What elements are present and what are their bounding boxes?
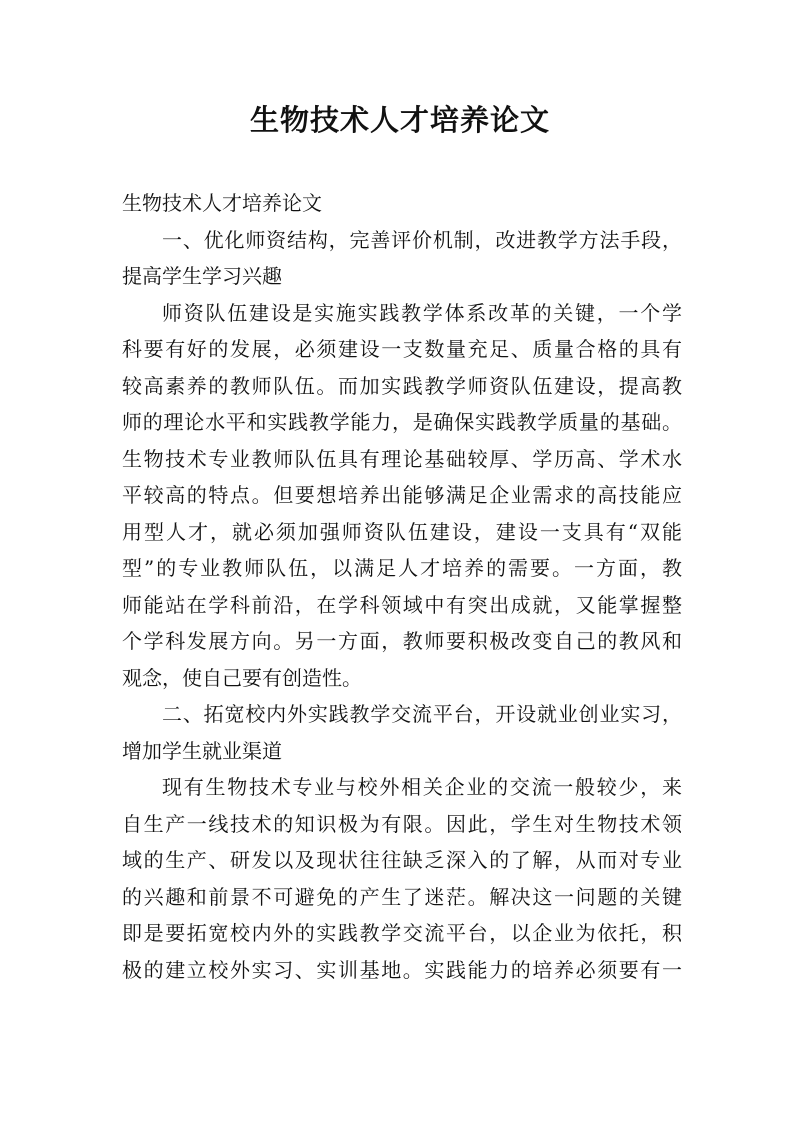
paragraph-line: 生物技术专业教师队伍具有理论基础较厚、学历高、学术水 (122, 446, 682, 471)
heading-line: 二、拓宽校内外实践教学交流平台，开设就业创业实习， (162, 702, 682, 726)
heading-line: 一、优化师资结构，完善评价机制，改进教学方法手段， (162, 227, 682, 252)
document-title: 生物技术人才培养论文 (249, 103, 550, 137)
paragraph-line: 用型人才，就必须加强师资队伍建设，建设一支具有“双能 (122, 519, 682, 544)
section-heading (122, 222, 682, 295)
paragraph-line: 科要有好的发展，必须建设一支数量充足、质量合格的具有 (122, 337, 682, 361)
document-body (122, 185, 682, 988)
paragraph-line: 师的理论水平和实践教学能力，是确保实践教学质量的基础。 (122, 410, 682, 434)
paragraph-line: 现有生物技术专业与校外相关企业的交流一般较少，来 (162, 775, 682, 799)
heading-line: 增加学生就业渠道 (122, 738, 282, 763)
paragraph (122, 769, 682, 988)
section-heading (122, 696, 682, 769)
paragraph-line: 观念，使自己要有创造性。 (122, 665, 362, 690)
paragraph (122, 295, 682, 697)
paragraph-line: 师资队伍建设是实施实践教学体系改革的关键，一个学 (162, 300, 682, 325)
paragraph-line: 平较高的特点。但要想培养出能够满足企业需求的高技能应 (122, 483, 682, 507)
paragraph-line: 的兴趣和前景不可避免的产生了迷茫。解决这一问题的关键 (122, 884, 682, 909)
paragraph-line: 个学科发展方向。另一方面，教师要积极改变自己的教风和 (122, 629, 682, 653)
paragraph-line: 自生产一线技术的知识极为有限。因此，学生对生物技术领 (122, 811, 682, 836)
paragraph-line: 即是要拓宽校内外的实践教学交流平台，以企业为依托，积 (122, 921, 682, 945)
paragraph-line: 极的建立校外实习、实训基地。实践能力的培养必须要有一 (122, 957, 682, 982)
paragraph-line: 较高素养的教师队伍。而加实践教学师资队伍建设，提高教 (122, 373, 682, 398)
paragraph-line: 师能站在学科前沿，在学科领域中有突出成就，又能掌握整 (122, 592, 682, 617)
paragraph-line: 域的生产、研发以及现状往往缺乏深入的了解，从而对专业 (122, 848, 682, 872)
paragraph-line: 型”的专业教师队伍，以满足人才培养的需要。一方面，教 (122, 556, 682, 580)
heading-line: 提高学生学习兴趣 (122, 264, 282, 288)
document-subtitle: 生物技术人才培养论文 (122, 191, 322, 215)
